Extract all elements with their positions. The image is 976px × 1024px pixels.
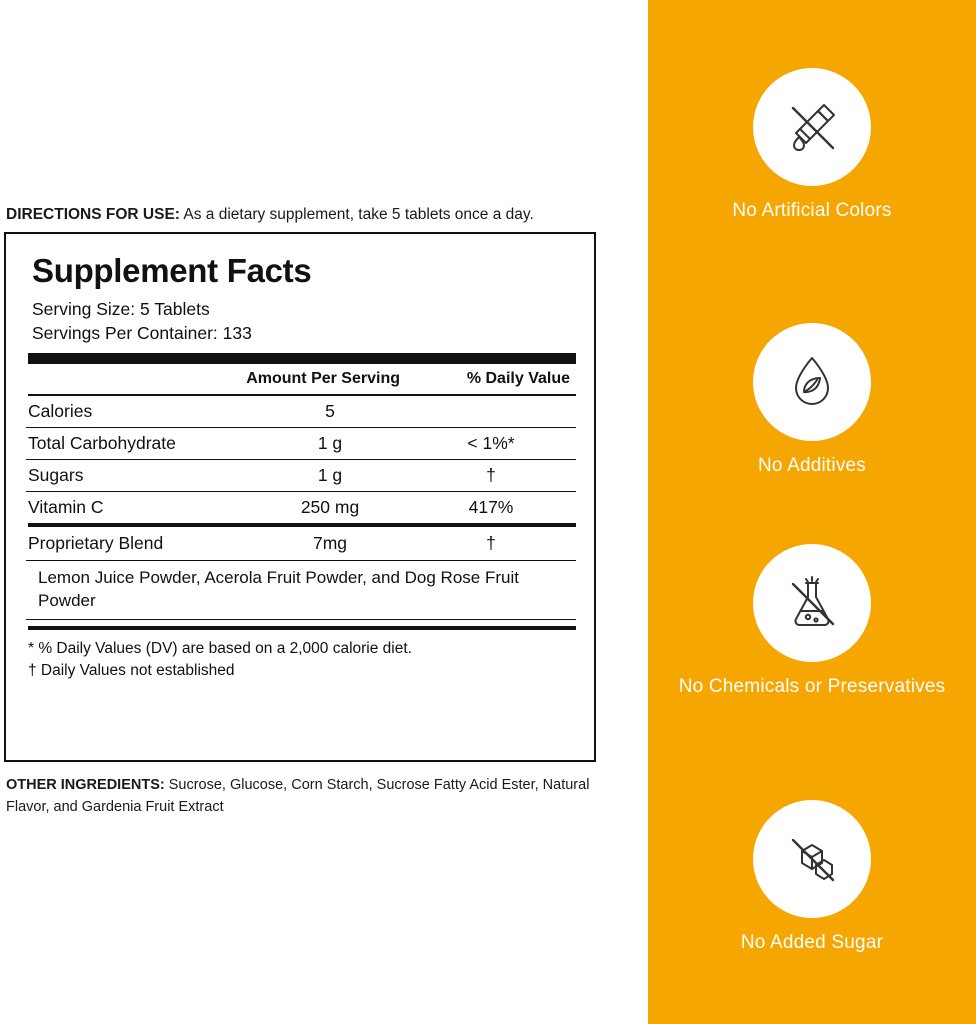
badges-panel	[648, 0, 976, 1024]
blend-daily-value: †	[486, 532, 496, 553]
badge-label: No Additives	[757, 455, 866, 476]
serving-size: Serving Size: 5 Tablets	[32, 299, 210, 319]
facts-table-header	[26, 364, 576, 394]
dropper-no-artificial-colors-icon	[780, 95, 844, 159]
badge-no-additives	[648, 323, 976, 479]
row-daily-value: †	[486, 464, 496, 485]
footnote-daily-value: * % Daily Values (DV) are based on a 2,000 calorie diet.	[28, 639, 412, 657]
table-row	[26, 460, 576, 492]
footnote-dagger: † Daily Values not established	[28, 662, 235, 680]
badge-label: No Chemicals or Preservatives	[678, 676, 946, 697]
blend-ingredients: Lemon Juice Powder, Acerola Fruit Powder, and Dog Rose Fruit Powder	[26, 561, 576, 620]
header-daily-value: % Daily Value	[466, 370, 570, 388]
sugar-cubes-no-added-sugar-icon	[780, 827, 844, 891]
leaf-drop-no-additives-icon	[780, 350, 844, 414]
row-name: Total Carbohydrate	[28, 432, 176, 453]
directions-text: As a dietary supplement, take 5 tablets once a day.	[183, 206, 534, 223]
supplement-facts-box	[4, 232, 596, 762]
flask-no-chemicals-icon	[780, 571, 844, 635]
table-row	[26, 396, 576, 428]
supplement-facts-title: Supplement Facts	[32, 252, 312, 289]
blend-amount: 7mg	[312, 532, 348, 553]
table-row	[26, 428, 576, 460]
directions-label: DIRECTIONS FOR USE:	[6, 206, 180, 223]
badge-circle	[753, 800, 871, 918]
row-amount: 1 g	[317, 432, 343, 453]
row-amount: 250 mg	[300, 496, 360, 517]
other-ingredients	[6, 774, 606, 819]
other-ingredients-text: Sucrose, Glucose, Corn Starch, Sucrose Fatty Acid Ester, Natural Flavor, and Gardenia Fruit Extract	[6, 777, 590, 816]
badge-circle	[753, 68, 871, 186]
row-daily-value: < 1%*	[467, 432, 515, 453]
badge-no-artificial-colors	[648, 68, 976, 224]
row-amount: 1 g	[317, 464, 343, 485]
footnotes	[26, 630, 576, 683]
badge-label: No Artificial Colors	[732, 200, 892, 221]
directions-for-use	[6, 206, 626, 225]
servings-per-container: Servings Per Container: 133	[32, 322, 252, 343]
badge-label: No Added Sugar	[740, 932, 884, 953]
header-amount-per-serving: Amount Per Serving	[246, 370, 400, 388]
badge-circle	[753, 544, 871, 662]
other-ingredients-label: OTHER INGREDIENTS:	[6, 777, 165, 793]
badge-no-added-sugar	[648, 800, 976, 956]
row-daily-value: 417%	[468, 496, 514, 517]
row-name: Vitamin C	[28, 496, 104, 517]
divider-thick-top	[28, 353, 576, 364]
row-amount: 5	[325, 400, 335, 421]
blend-name: Proprietary Blend	[28, 532, 164, 553]
table-row	[26, 492, 576, 523]
row-name: Sugars	[28, 464, 84, 485]
proprietary-blend-row	[26, 527, 576, 561]
row-name: Calories	[28, 400, 93, 421]
badge-no-chemicals-or-preservatives	[648, 544, 976, 700]
badge-circle	[753, 323, 871, 441]
